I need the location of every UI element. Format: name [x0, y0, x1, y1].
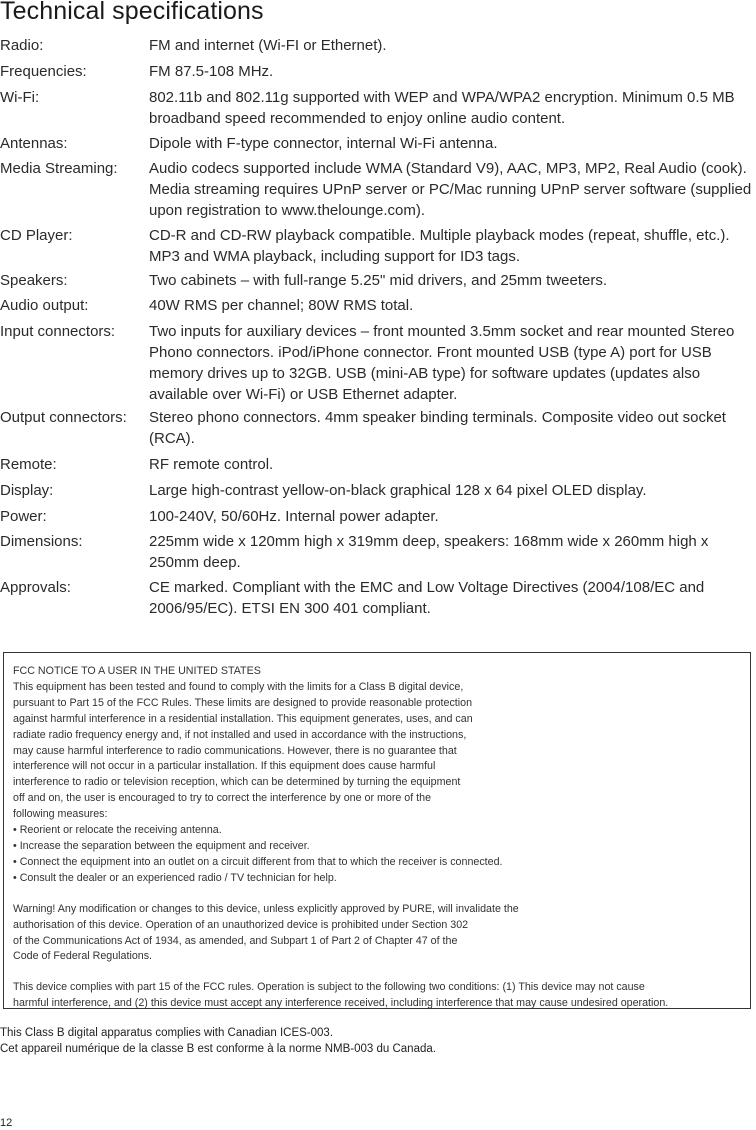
spec-label: Radio: — [0, 37, 44, 54]
canada-compliance-fr: Cet appareil numérique de la classe B est conforme à la norme NMB-003 du Canada. — [0, 1043, 436, 1055]
spec-label: CD Player: — [0, 227, 73, 244]
fcc-body-line: interference to radio or television reception, which can be determined by turning the equipment — [13, 776, 461, 789]
spec-label: Approvals: — [0, 579, 71, 596]
spec-value: 100-240V, 50/60Hz. Internal power adapter. — [149, 508, 439, 525]
canada-compliance-en: This Class B digital apparatus complies with Canadian ICES-003. — [0, 1027, 334, 1039]
spec-label: Media Streaming: — [0, 160, 118, 177]
spec-label: Display: — [0, 482, 54, 499]
spec-value: Stereo phono connectors. 4mm speaker binding terminals. Composite video out socket (RCA). — [149, 409, 726, 447]
spec-value: Large high-contrast yellow-on-black graphical 128 x 64 pixel OLED display. — [149, 482, 647, 499]
spec-value: RF remote control. — [149, 456, 274, 473]
spec-label: Output connectors: — [0, 409, 127, 426]
fcc-warning-line: of the Communications Act of 1934, as amended, and Subpart 1 of Part 2 of Chapter 47 of the — [13, 934, 458, 947]
fcc-body-line: This equipment has been tested and found to comply with the limits for a Class B digital device, — [13, 680, 464, 693]
page-number: 12 — [0, 1117, 13, 1129]
fcc-measure: • Connect the equipment into an outlet on a circuit different from that to which the receiver is connected. — [13, 855, 503, 868]
spec-label: Antennas: — [0, 135, 68, 152]
spec-label: Input connectors: — [0, 323, 116, 340]
fcc-body-line: radiate radio frequency energy and, if not installed and used in accordance with the instructions, — [13, 728, 467, 741]
fcc-measure: • Consult the dealer or an experienced radio / TV technician for help. — [13, 871, 337, 884]
spec-value: Dipole with F-type connector, internal Wi-Fi antenna. — [149, 135, 498, 152]
spec-label: Power: — [0, 508, 47, 525]
fcc-body-line: following measures: — [13, 808, 108, 821]
spec-value: Audio codecs supported include WMA (Standard V9), AAC, MP3, MP2, Real Audio (cook). Media streaming requires UPnP server or PC/Mac running UPnP server software (supplied upon registration to www.thelounge.com). — [149, 160, 752, 219]
spec-value: Two inputs for auxiliary devices – front mounted 3.5mm socket and rear mounted Stereo Phono connectors. iPod/iPhone connector. Front mounted USB (type A) port for USB memory drives up to 32GB. USB (mini-AB type) for software updates (updates also available over Wi-Fi) or USB Ethernet adapter. — [149, 323, 735, 403]
fcc-warning-line: Warning! Any modification or changes to this device, unless explicitly approved by PURE, will invalidate the — [13, 902, 519, 915]
fcc-body-line: against harmful interference in a residential installation. This equipment generates, uses, and can — [13, 712, 473, 725]
spec-label: Remote: — [0, 456, 57, 473]
fcc-warning-line: authorisation of this device. Operation of an unauthorized device is prohibited under Section 302 — [13, 918, 469, 931]
spec-value: 225mm wide x 120mm high x 319mm deep, speakers: 168mm wide x 260mm high x 250mm deep. — [149, 533, 709, 571]
spec-value: FM 87.5-108 MHz. — [149, 63, 274, 80]
fcc-compliance-line: This device complies with part 15 of the FCC rules. Operation is subject to the following two conditions: (1) This device may not cause — [13, 981, 645, 994]
spec-value: Two cabinets – with full-range 5.25" mid drivers, and 25mm tweeters. — [149, 272, 608, 289]
spec-label: Audio output: — [0, 297, 89, 314]
fcc-body-line: may cause harmful interference to radio communications. However, there is no guarantee that — [13, 744, 457, 757]
fcc-body-line: pursuant to Part 15 of the FCC Rules. These limits are designed to provide reasonable protection — [13, 696, 473, 709]
spec-label: Dimensions: — [0, 533, 83, 550]
fcc-compliance-line: harmful interference, and (2) this device must accept any interference received, including interference that may cause undesired operation. — [13, 997, 669, 1010]
fcc-warning-line: Code of Federal Regulations. — [13, 950, 153, 963]
fcc-measure: • Increase the separation between the equipment and receiver. — [13, 839, 310, 852]
spec-value: 802.11b and 802.11g supported with WEP and WPA/WPA2 encryption. Minimum 0.5 MB broadband speed recommended to enjoy online audio content. — [149, 89, 735, 127]
spec-label: Frequencies: — [0, 63, 87, 80]
fcc-heading: FCC NOTICE TO A USER IN THE UNITED STATES — [13, 665, 261, 677]
fcc-measure: • Reorient or relocate the receiving antenna. — [13, 824, 222, 837]
spec-label: Speakers: — [0, 272, 68, 289]
page-title: Technical specifications — [0, 0, 264, 25]
spec-value: FM and internet (Wi-FI or Ethernet). — [149, 37, 387, 54]
spec-value: CD-R and CD-RW playback compatible. Multiple playback modes (repeat, shuffle, etc.). MP3 and WMA playback, including support for ID3 tags. — [149, 227, 730, 265]
spec-value: CE marked. Compliant with the EMC and Low Voltage Directives (2004/108/EC and 2006/95/EC). ETSI EN 300 401 compliant. — [149, 579, 705, 617]
fcc-body-line: off and on, the user is encouraged to try to correct the interference by one or more of the — [13, 792, 432, 805]
canada-compliance — [0, 1025, 436, 1057]
spec-label: Wi-Fi: — [0, 89, 40, 106]
fcc-body-line: interference will not occur in a particular installation. If this equipment does cause harmful — [13, 760, 436, 773]
spec-value: 40W RMS per channel; 80W RMS total. — [149, 297, 414, 314]
fcc-notice-box — [3, 652, 751, 1009]
